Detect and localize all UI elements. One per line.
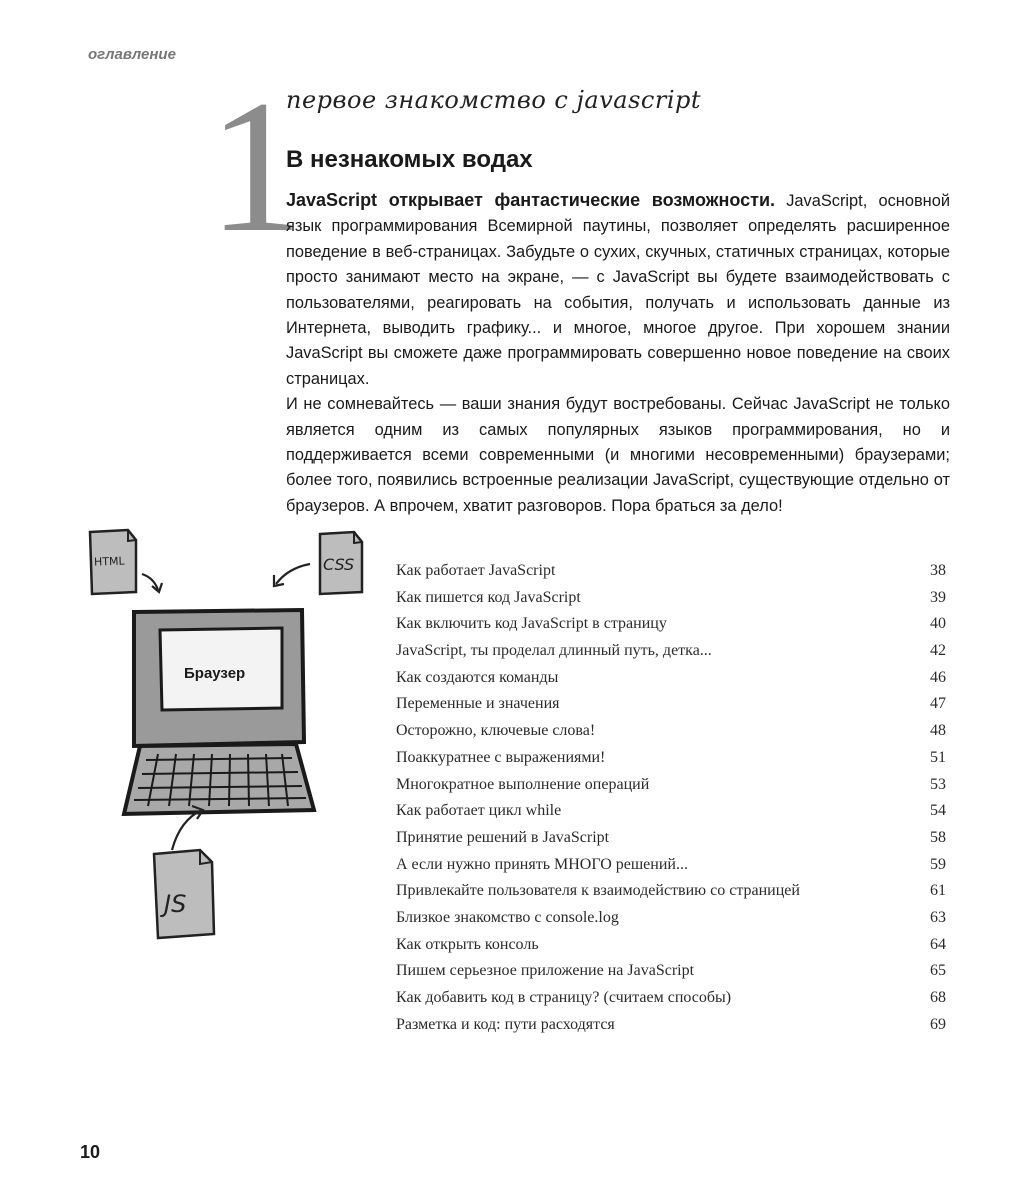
toc-entry-title: Пишем серьезное приложение на JavaScript — [396, 962, 695, 980]
toc-entry[interactable] — [396, 665, 946, 692]
toc-entry-page: 61 — [930, 882, 946, 900]
toc-entry-title: Как пишется код JavaScript — [396, 588, 581, 606]
toc-entry[interactable] — [396, 985, 946, 1012]
toc-entry-page: 46 — [930, 668, 946, 686]
toc-entry[interactable] — [396, 852, 946, 879]
toc-entry-title: Как открыть консоль — [396, 935, 539, 953]
js-arrow — [172, 810, 202, 850]
laptop-icon — [124, 610, 314, 814]
toc-entry[interactable] — [396, 558, 946, 585]
html-label: HTML — [93, 554, 125, 569]
toc-entry-title: Разметка и код: пути расходятся — [396, 1015, 615, 1033]
chapter-subtitle: первое знакомство с javascript — [286, 86, 702, 114]
toc-entry-page: 47 — [930, 695, 946, 713]
toc-entry-page: 51 — [930, 748, 946, 766]
toc-entry-title: Принятие решений в JavaScript — [396, 828, 610, 846]
toc-entry-page: 40 — [930, 615, 946, 633]
chapter-number: 1 — [208, 62, 303, 272]
section-header: оглавление — [88, 46, 176, 63]
toc-entry-title: Привлекайте пользователя к взаимодействию со страницей — [396, 882, 800, 900]
toc-entry[interactable] — [396, 718, 946, 745]
toc-entry-title: Как создаются команды — [396, 668, 559, 686]
toc-entry-title: Поаккуратнее с выражениями! — [396, 748, 606, 766]
toc-entry-page: 39 — [930, 588, 946, 606]
chapter-intro — [286, 188, 950, 519]
toc-entry[interactable] — [396, 905, 946, 932]
toc-entry[interactable] — [396, 611, 946, 638]
browser-label: Браузер — [184, 665, 246, 682]
toc-entry-page: 42 — [930, 642, 946, 660]
toc-entry-title: JavaScript, ты проделал длинный путь, детка... — [396, 642, 712, 660]
css-arrow — [276, 564, 310, 584]
toc-entry[interactable] — [396, 1012, 946, 1039]
toc-entry-title: Переменные и значения — [396, 695, 560, 713]
toc-entry[interactable] — [396, 932, 946, 959]
toc-entry-page: 65 — [930, 962, 946, 980]
html-arrow — [142, 574, 158, 590]
js-document-icon — [154, 850, 214, 938]
toc-entry[interactable] — [396, 878, 946, 905]
toc-entry-title: Многократное выполнение операций — [396, 775, 650, 793]
css-document-icon — [320, 532, 362, 594]
toc-entry[interactable] — [396, 691, 946, 718]
intro-body: JavaScript, основной язык программирования Всемирной паутины, позволяет определять расширенное поведение в веб-страницах. Забудьте о сухих, скучных, статичных страницах, которые просто занимают место на экране, — с JavaScript вы будете взаимодействовать с пользователями, реагировать на события, получать и использовать данные из Интернета, выводить графику... и многое, многое другое. При хорошем знании JavaScript вы сможете даже программировать совершенно новое поведение на своих страницах. — [286, 192, 950, 388]
intro-paragraph-1 — [286, 188, 950, 392]
toc-entry[interactable] — [396, 638, 946, 665]
toc-entry[interactable] — [396, 585, 946, 612]
html-document-icon — [90, 530, 136, 594]
toc-entry-page: 58 — [930, 828, 946, 846]
table-of-contents — [396, 558, 946, 1038]
toc-entry-page: 69 — [930, 1015, 946, 1033]
toc-entry-page: 53 — [930, 775, 946, 793]
chapter-title: В незнакомых водах — [286, 146, 533, 173]
toc-entry-title: Как включить код JavaScript в страницу — [396, 615, 667, 633]
toc-entry-page: 63 — [930, 908, 946, 926]
css-label: CSS — [323, 555, 355, 574]
toc-entry[interactable] — [396, 772, 946, 799]
toc-entry-page: 54 — [930, 802, 946, 820]
toc-entry-page: 64 — [930, 935, 946, 953]
toc-entry-page: 48 — [930, 722, 946, 740]
toc-entry-title: Как добавить код в страницу? (считаем способы) — [396, 989, 732, 1006]
toc-entry-page: 68 — [930, 989, 946, 1006]
toc-entry-page: 38 — [930, 562, 946, 579]
page-number: 10 — [80, 1142, 101, 1162]
toc-entry[interactable] — [396, 958, 946, 985]
js-label: JS — [164, 890, 187, 918]
browser-illustration — [76, 520, 376, 950]
toc-entry-title: Как работает цикл while — [396, 802, 562, 820]
toc-entry-title: А если нужно принять МНОГО решений... — [396, 855, 688, 873]
intro-lead: JavaScript открывает фантастические возможности. — [286, 190, 776, 210]
toc-entry-title: Осторожно, ключевые слова! — [396, 722, 596, 740]
toc-entry-title: Как работает JavaScript — [396, 562, 556, 579]
toc-entry-title: Близкое знакомство с console.log — [396, 908, 619, 926]
toc-entry[interactable] — [396, 798, 946, 825]
toc-entry-page: 59 — [930, 855, 946, 873]
toc-entry[interactable] — [396, 745, 946, 772]
intro-paragraph-2: И не сомневайтесь — ваши знания будут востребованы. Сейчас JavaScript не только является одним из самых популярных языков программирования, но и поддерживается всеми современными (и многими несовременными) браузерами; более того, появились встроенные реализации JavaScript, существующие отдельно от браузеров. А впрочем, хватит разговоров. Пора браться за дело! — [286, 395, 950, 515]
toc-entry[interactable] — [396, 825, 946, 852]
